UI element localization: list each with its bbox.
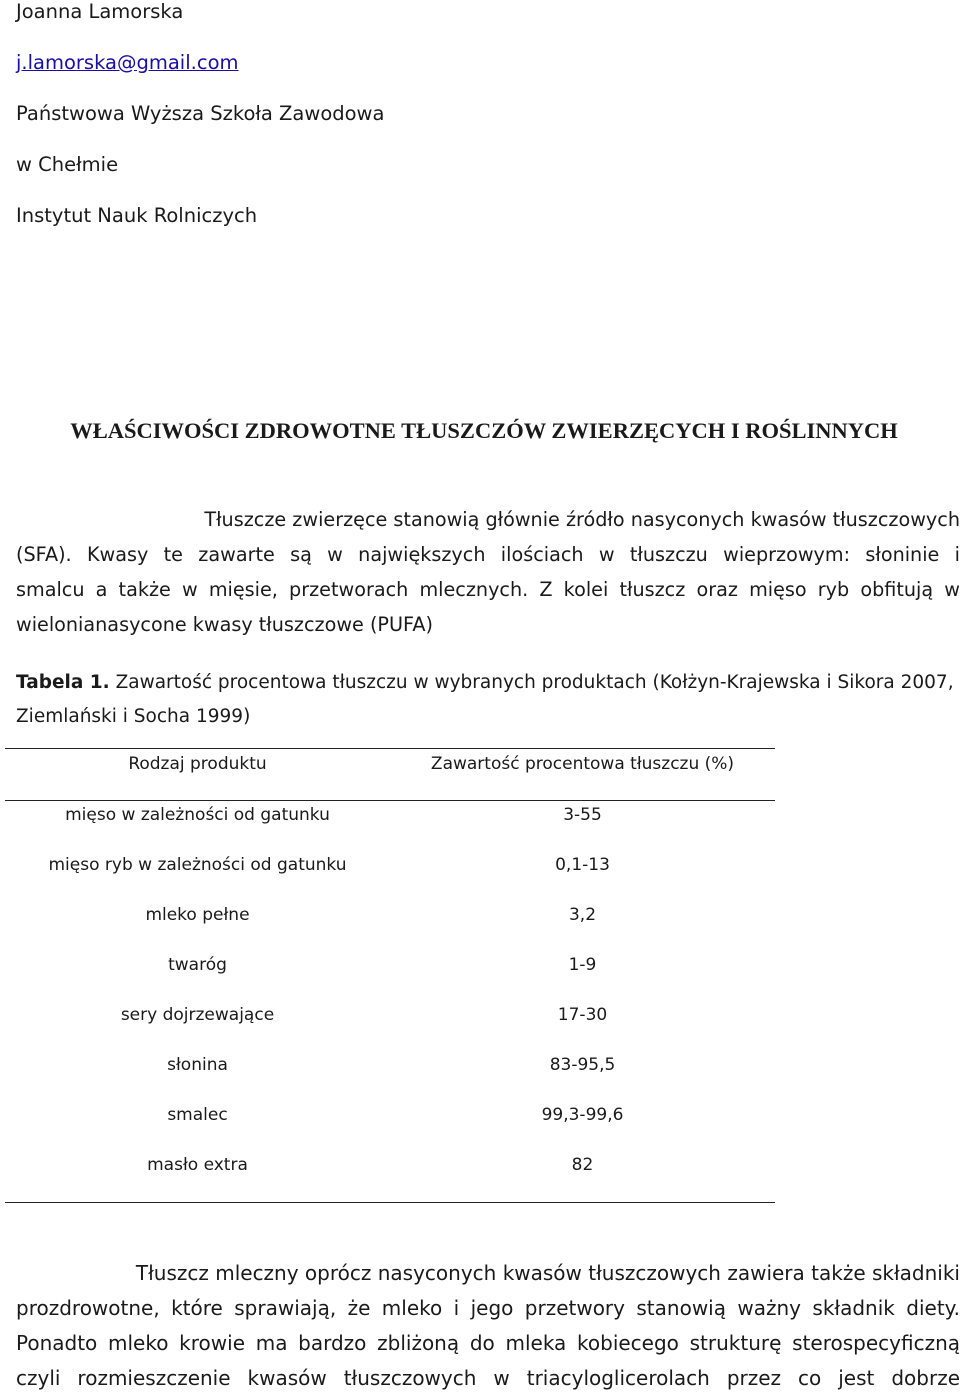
closing-line-2: prozdrowotne, które sprawiają, że mleko i jego przetwory stanowią ważny składnik diety. xyxy=(16,1296,960,1320)
author-email-link[interactable]: j.lamorska@gmail.com xyxy=(16,51,239,74)
closing-line-4: czyli rozmieszczenie kwasów tłuszczowych w triacyloglicerolach przez co jest dobrze xyxy=(16,1366,960,1390)
table-row-product: mięso ryb w zależności od gatunku xyxy=(48,855,347,875)
intro-line-1: Tłuszcze zwierzęce stanowią głównie źródło nasyconych kwasów tłuszczowych xyxy=(204,508,960,531)
table-caption-label: Tabela 1. xyxy=(16,672,110,693)
table-row-value: 0,1-13 xyxy=(555,855,610,875)
table-caption-text-2: Ziemlański i Socha 1999) xyxy=(16,706,251,727)
table-row-product: mięso w zależności od gatunku xyxy=(65,805,330,825)
table-row-value: 83-95,5 xyxy=(549,1055,616,1075)
closing-paragraph xyxy=(16,1256,960,1396)
table-row-product: smalec xyxy=(167,1105,228,1125)
institute-name: Instytut Nauk Rolniczych xyxy=(16,204,258,227)
table-row-value: 99,3-99,6 xyxy=(541,1105,624,1125)
table-caption xyxy=(16,666,960,734)
table-row-product: masło extra xyxy=(147,1155,248,1175)
intro-paragraph xyxy=(16,502,960,642)
table-row-product: mleko pełne xyxy=(145,905,250,925)
table-row-product: sery dojrzewające xyxy=(120,1005,275,1025)
table-caption-text: Zawartość procentowa tłuszczu w wybranych produktach (Kołżyn-Krajewska i Sikora 2007, xyxy=(109,672,954,693)
intro-line-4: wielonianasycone kwasy tłuszczowe (PUFA) xyxy=(16,613,433,636)
table-header-rule xyxy=(5,800,775,801)
document-title: WŁAŚCIWOŚCI ZDROWOTNE TŁUSZCZÓW ZWIERZĘCYCH I ROŚLINNYCH xyxy=(70,418,898,443)
table-header-product: Rodzaj produktu xyxy=(128,754,267,774)
table-row-value: 17-30 xyxy=(557,1005,608,1025)
table-row-product: słonina xyxy=(167,1055,228,1075)
table-row-value: 1-9 xyxy=(568,955,597,975)
table-bottom-rule xyxy=(5,1202,775,1203)
intro-line-3: smalcu a także w mięsie, przetworach mlecznych. Z kolei tłuszcz oraz mięso ryb obfitują w xyxy=(16,578,960,601)
closing-line-3: Ponadto mleko krowie ma bardzo zbliżoną do mleka kobiecego strukturę sterospecyficzną xyxy=(16,1331,960,1355)
institution-city: w Chełmie xyxy=(16,153,119,176)
table-row-product: twaróg xyxy=(168,955,227,975)
table-row-value: 3-55 xyxy=(563,805,602,825)
table-row-value: 82 xyxy=(571,1155,594,1175)
intro-line-2: (SFA). Kwasy te zawarte są w największych ilościach w tłuszczu wieprzowym: słoninie i xyxy=(16,543,960,566)
author-name: Joanna Lamorska xyxy=(16,0,184,23)
table-header-fat-percent: Zawartość procentowa tłuszczu (%) xyxy=(430,754,735,774)
table-row-value: 3,2 xyxy=(568,905,597,925)
table-top-rule xyxy=(5,748,775,749)
institution-name: Państwowa Wyższa Szkoła Zawodowa xyxy=(16,102,385,125)
closing-line-1: Tłuszcz mleczny oprócz nasyconych kwasów tłuszczowych zawiera także składniki xyxy=(135,1261,960,1285)
